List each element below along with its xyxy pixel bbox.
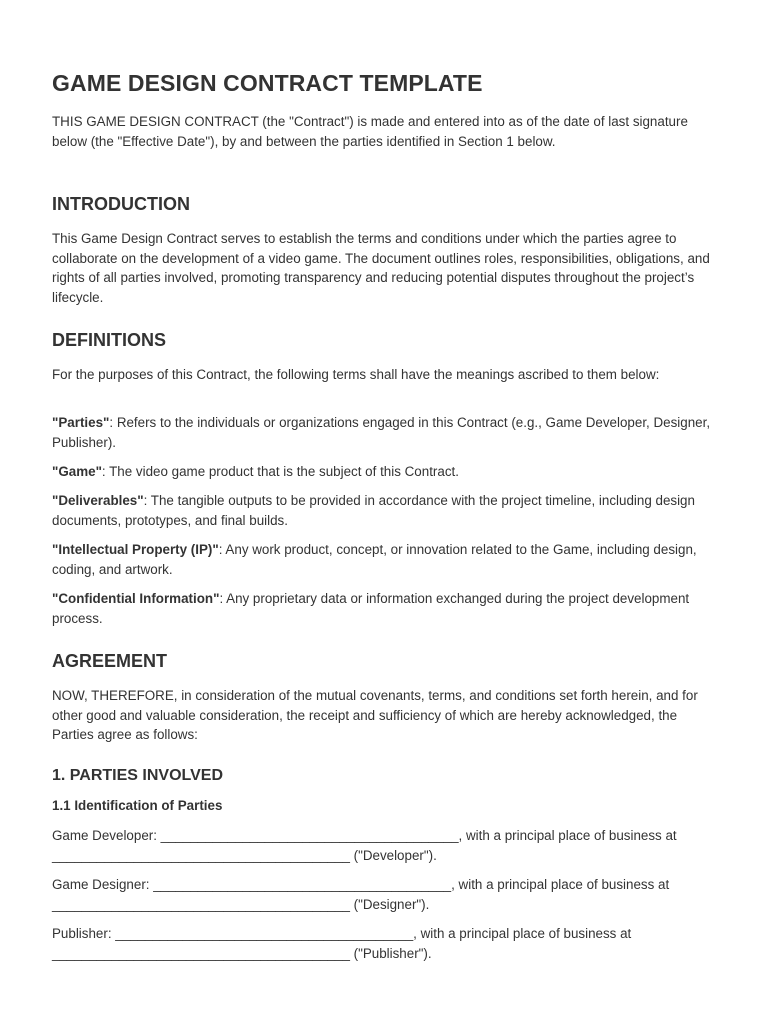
definition-term: "Intellectual Property (IP)" — [52, 542, 219, 557]
definition-text: : Refers to the individuals or organizations engaged in this Contract (e.g., Game Developer, Designer, Publisher). — [52, 415, 711, 450]
definitions-heading: DEFINITIONS — [52, 330, 167, 350]
definition-item — [52, 413, 722, 452]
definition-term: "Deliverables" — [52, 493, 144, 508]
definitions-lead: For the purposes of this Contract, the following terms shall have the meanings ascribed to them below: — [52, 367, 660, 382]
definition-item — [52, 491, 722, 530]
definition-item — [52, 540, 722, 579]
introduction-heading: INTRODUCTION — [52, 194, 190, 214]
document-title: GAME DESIGN CONTRACT TEMPLATE — [52, 70, 483, 96]
parties-subheading: 1.1 Identification of Parties — [52, 798, 223, 813]
intro-paragraph: THIS GAME DESIGN CONTRACT (the "Contract") is made and entered into as of the date of last signature below (the "Effective Date"), by and between the parties identified in Section 1 below. — [52, 114, 688, 149]
definition-term: "Game" — [52, 464, 102, 479]
definition-item — [52, 462, 722, 482]
definition-item — [52, 589, 722, 628]
definition-text: : The video game product that is the subject of this Contract. — [101, 464, 459, 479]
publisher-line: Publisher: ________________________________________, with a principal place of business at ________________________________________ ("Publisher"). — [52, 926, 632, 961]
introduction-text: This Game Design Contract serves to establish the terms and conditions under which the parties agree to collaborate on the development of a video game. The document outlines roles, responsibilities, obligations, and rights of all parties involved, promoting transparency and reducing potential disputes throughout the project’s lifecycle. — [52, 231, 710, 305]
agreement-text: NOW, THEREFORE, in consideration of the mutual covenants, terms, and conditions set forth herein, and for other good and valuable consideration, the receipt and sufficiency of which are hereby acknowledged, the Parties agree as follows: — [52, 688, 698, 743]
developer-line: Game Developer: ________________________________________, with a principal place of business at ________________________________________ ("Developer"). — [52, 828, 677, 863]
parties-heading: 1. PARTIES INVOLVED — [52, 767, 223, 784]
definition-text: : The tangible outputs to be provided in accordance with the project timeline, including design documents, prototypes, and final builds. — [52, 493, 695, 528]
definition-term: "Parties" — [52, 415, 110, 430]
definition-text: : Any proprietary data or information exchanged during the project development process. — [52, 591, 690, 626]
definition-text: : Any work product, concept, or innovation related to the Game, including design, coding, and artwork. — [52, 542, 697, 577]
definition-term: "Confidential Information" — [52, 591, 220, 606]
agreement-heading: AGREEMENT — [52, 651, 168, 671]
designer-line: Game Designer: ________________________________________, with a principal place of business at ________________________________________ ("Designer"). — [52, 877, 670, 912]
